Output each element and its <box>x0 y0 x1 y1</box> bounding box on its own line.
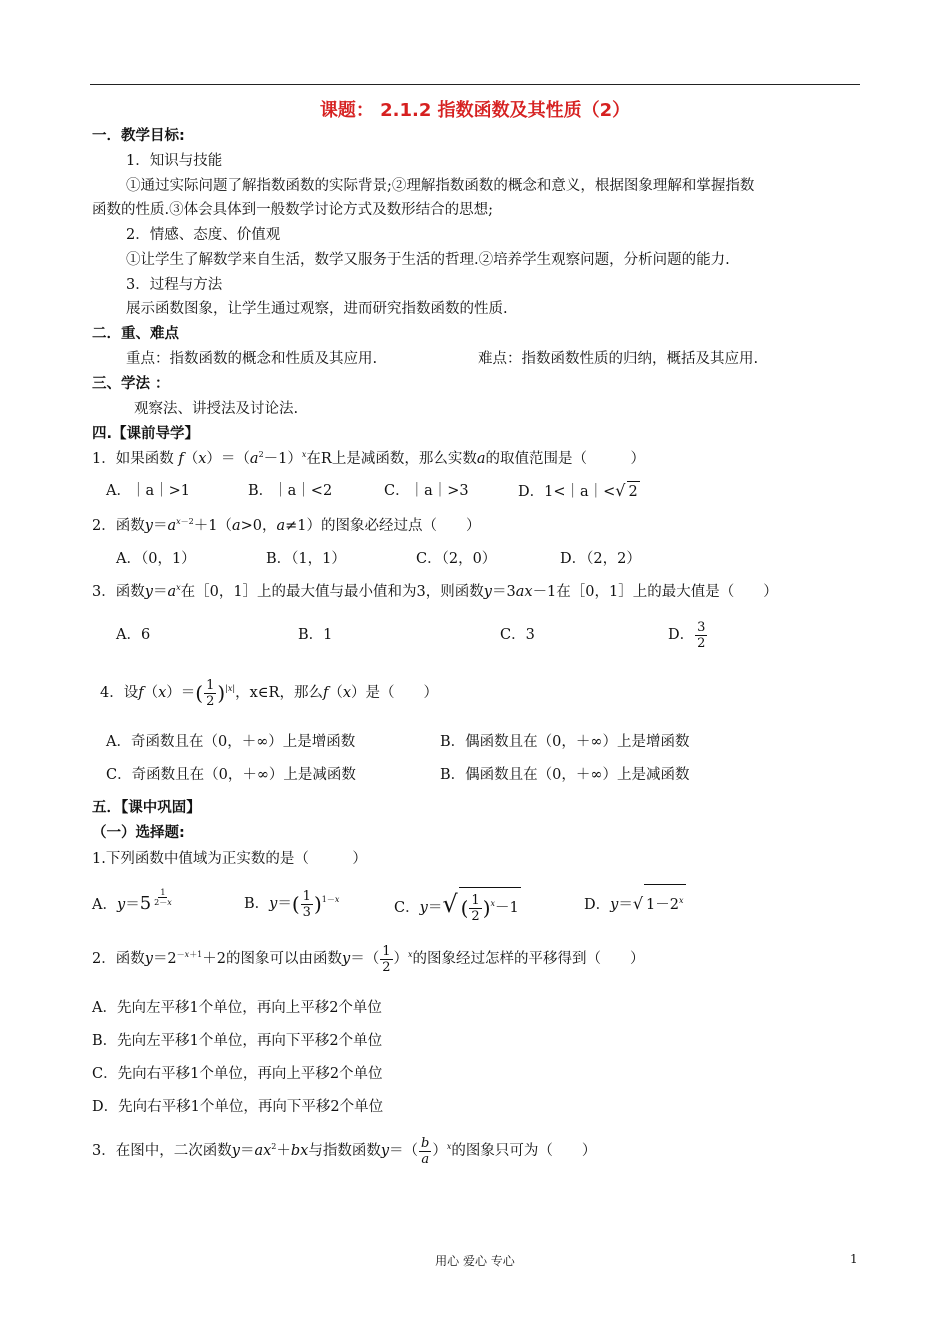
section-4-heading: 四.【课前导学】 <box>92 426 200 442</box>
page-footer: 用心 爱心 专心 <box>435 1254 515 1268</box>
s4-q3-option-b: B．1 <box>298 627 333 643</box>
s4-q1-option-d: D．1<｜a｜<√ 2 <box>518 481 638 500</box>
section-1-heading: 一．教学目标: <box>92 128 185 144</box>
s4-q4-option-c: C．奇函数且在（0，＋∞）上是减函数 <box>106 767 356 783</box>
s1-p3: 展示函数图象，让学生通过观察，进而研究指数函数的性质. <box>126 301 508 317</box>
s4-q3-option-d: D． $\frac{3}{2}$ <box>668 619 706 651</box>
s5-q2-option-a: A．先向左平移1个单位，再向上平移2个单位 <box>92 1000 382 1016</box>
s4-q2-option-d: D．（2，2） <box>560 551 641 567</box>
s5-q2-option-b: B．先向左平移1个单位，再向下平移2个单位 <box>92 1033 383 1049</box>
section-3-heading: 三、学法 ： <box>92 376 170 392</box>
s4-q1-option-a: A．｜a｜>1 <box>106 483 190 499</box>
section-2-heading: 二．重、难点 <box>92 326 179 342</box>
s5-q2-option-c: C．先向右平移1个单位，再向上平移2个单位 <box>92 1066 383 1082</box>
s3-text: 观察法、讲授法及讨论法. <box>134 401 299 417</box>
s5-subheading: （一）选择题: <box>92 825 185 841</box>
s4-q3-stem: 3．函数$y=a^x$在［0，1］上的最大值与最小值和为3，则函数y＝3ax－1在［0，1］上的最大值是（ ） <box>92 583 778 600</box>
s4-q3-option-a: A．6 <box>116 627 151 643</box>
s5-q2-stem: 2．函数$y=2^{-x+1}+2$的图象可以由函数y＝（ $\frac{1}{2}$ ）$^x$的图象经过怎样的平移得到（ ） <box>92 943 645 975</box>
s5-q1-option-d: D．y＝√ $1-2^x$ <box>584 884 686 925</box>
s5-q3-stem: 3．在图中，二次函数$y=ax^2+bx$与指数函数y＝（ $\frac{b}{a}$ ）$^x$的图象只可为（ ） <box>92 1135 597 1167</box>
s4-q1-stem: 1．如果函数 $f(x)=(a^2-1)^x$在R上是减函数，那么实数a的取值范围是（ ） <box>92 450 645 467</box>
s4-q2-option-b: B．（1，1） <box>266 551 346 567</box>
s4-q1-option-b: B．｜a｜<2 <box>248 483 333 499</box>
s4-q4-option-d: B．偶函数且在（0，＋∞）上是减函数 <box>440 767 690 783</box>
s5-q1-option-c: C．y＝√ ( $\frac{1}{2}$ )$^x$－1 <box>394 884 521 928</box>
s4-q2-stem: 2．函数$y=a^{x-2}+1(a>0$，a≠1）的图象必经过点（ ） <box>92 517 481 534</box>
s4-q2-option-c: C．（2，0） <box>416 551 497 567</box>
s2-difficulty: 难点：指数函数性质的归纳，概括及其应用. <box>478 351 759 367</box>
section-5-heading: 五．【课中巩固】 <box>92 800 201 816</box>
s4-q4-option-b: B．偶函数且在（0，＋∞）上是增函数 <box>440 734 690 750</box>
s5-q1-option-b: B．y＝( $\frac{1}{3}$ )$^{1-x}$ <box>244 888 340 920</box>
page-number: 1 <box>850 1252 858 1266</box>
page-title: 课题： 2.1.2 指数函数及其性质（2） <box>319 100 631 121</box>
s5-q1-option-a: A．y＝5 $^{\frac{1}{2-x}}$ <box>92 887 172 914</box>
s4-q4-option-a: A．奇函数且在（0，＋∞）上是增函数 <box>106 734 356 750</box>
header-rule <box>90 84 860 85</box>
s5-q2-option-d: D．先向右平移1个单位，再向下平移2个单位 <box>92 1099 384 1115</box>
s1-sub3: 3．过程与方法 <box>126 277 223 293</box>
s1-p1a: ①通过实际问题了解指数函数的实际背景;②理解指数函数的概念和意义，根据图象理解和掌握指数 <box>126 178 755 194</box>
s2-key-point: 重点：指数函数的概念和性质及其应用. <box>126 351 378 367</box>
s4-q2-option-a: A．（0，1） <box>116 551 196 567</box>
s4-q1-option-c: C．｜a｜>3 <box>384 483 469 499</box>
s4-q4-stem: 4．设f（x）＝( $\frac{1}{2}$ )$^{|x|}$，x∈R，那么f（x）是（ ） <box>100 677 439 709</box>
s5-q1-stem: 1.下列函数中值域为正实数的是（ ） <box>92 851 367 867</box>
s1-p2: ①让学生了解数学来自生活，数学又服务于生活的哲理.②培养学生观察问题，分析问题的能力. <box>126 252 730 268</box>
s1-p1b: 函数的性质.③体会具体到一般数学讨论方式及数形结合的思想; <box>92 202 493 218</box>
s1-sub1: 1．知识与技能 <box>126 153 223 169</box>
s4-q3-option-c: C．3 <box>500 627 535 643</box>
s1-sub2: 2．情感、态度、价值观 <box>126 227 281 243</box>
